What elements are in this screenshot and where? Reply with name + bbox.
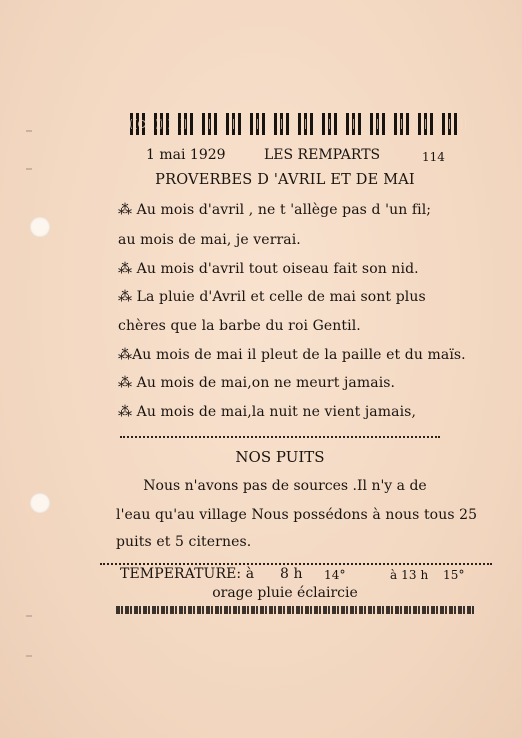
temperature-value-2: 15° <box>443 568 465 582</box>
margin-mark <box>26 655 32 657</box>
section-divider <box>120 436 440 438</box>
temperature-time-2: à 13 h <box>390 568 429 582</box>
proverb-line: chères que la barbe du roi Gentil. <box>118 318 361 334</box>
wells-line: Nous n'avons pas de sources .Il n'y a de <box>143 478 427 494</box>
proverb-line: ⁂ Au mois d'avril tout oiseau fait son nid. <box>118 261 419 277</box>
temperature-value-1: 14° <box>324 568 346 582</box>
punch-hole-top <box>30 217 50 237</box>
wells-title: NOS PUITS <box>235 448 325 466</box>
proverb-line: ⁂ La pluie d'Avril et celle de mai sont plus <box>118 289 426 305</box>
weather-conditions: orage pluie éclaircie <box>212 585 358 601</box>
proverb-line: ⁂ Au mois de mai,la nuit ne vient jamais, <box>118 404 416 420</box>
issue-date: 1 mai 1929 <box>146 147 226 163</box>
proverbs-title: PROVERBES D 'AVRIL ET DE MAI <box>155 172 415 188</box>
temperature-time-1: 8 h <box>280 566 303 582</box>
wells-line: l'eau qu'au village Nous possédons à nous tous 25 <box>116 507 478 523</box>
proverb-line: ⁂ Au mois de mai,on ne meurt jamais. <box>118 375 396 391</box>
margin-mark <box>26 130 32 132</box>
margin-mark <box>26 168 32 170</box>
decorative-header-band <box>130 113 466 135</box>
temperature-label: TEMPERATURE: à <box>120 566 255 582</box>
decorative-footer-band <box>116 606 476 614</box>
proverb-line: ⁂ Au mois d'avril , ne t 'allège pas d 'un fil; <box>118 202 432 218</box>
page-header <box>146 147 446 167</box>
margin-mark <box>26 615 32 617</box>
section-divider <box>100 563 492 565</box>
publication-title: LES REMPARTS <box>264 147 381 163</box>
page-number: 114 <box>422 150 445 164</box>
wells-line: puits et 5 citernes. <box>116 534 252 550</box>
proverb-line: ⁂Au mois de mai il pleut de la paille et du maïs. <box>118 347 466 363</box>
proverb-line: au mois de mai, je verrai. <box>118 232 301 248</box>
punch-hole-bottom <box>30 493 50 513</box>
